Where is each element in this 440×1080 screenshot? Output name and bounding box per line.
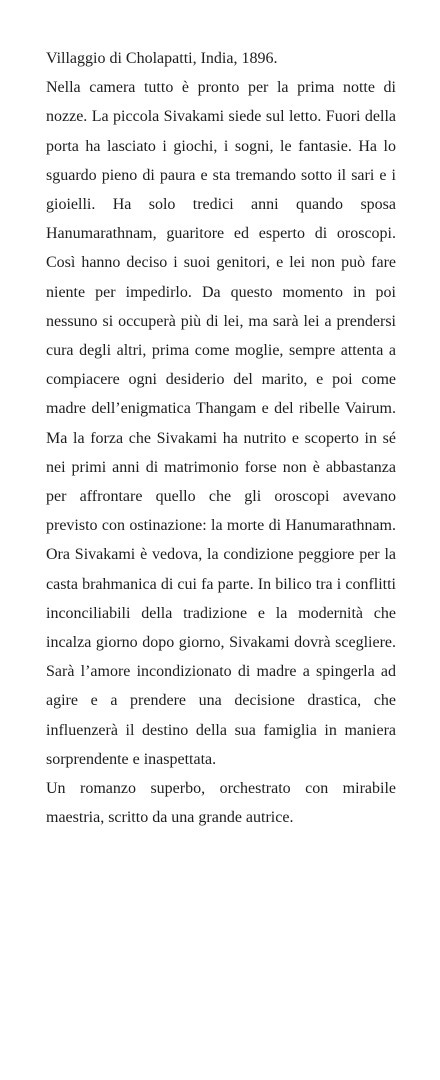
synopsis-paragraph: Nella camera tutto è pronto per la prima notte di nozze. La piccola Sivakami siede sul letto. Fuori della porta ha lasciato i giochi, i sogni, le fantasie. Ha lo sguardo pieno di paura e sta tremando sotto il sari e i gioielli. Ha solo tredici anni quando sposa Hanumarathnam, guaritore ed esperto di oroscopi. Così hanno deciso i suoi genitori, e lei non può fare niente per impedirlo. Da questo momento in poi nessuno si occuperà più di lei, ma sarà lei a prendersi cura degli altri, prima come moglie, sempre attenta a compiacere ogni desiderio del marito, e poi come madre dell’enigmatica Thangam e del ribelle Vairum. Ma la forza che Sivakami ha nutrito e scoperto in sé nei primi anni di matrimonio forse non è abbastanza per affrontare quello che gli oroscopi avevano previsto con ostinazione: la morte di Hanumarathnam. Ora Sivakami è vedova, la condizione peggiore per la casta brahmanica di cui fa parte. In bilico tra i conflitti inconciliabili della tradizione e la modernità che incalza giorno dopo giorno, Sivakami dovrà scegliere. Sarà l’amore incondizionato di madre a spingerla ad agire e a prendere una decisione drastica, che influenzerà il destino della sua famiglia in maniera sorprendente e inaspettata. <box>46 79 396 768</box>
dateline: Villaggio di Cholapatti, India, 1896. <box>46 50 278 67</box>
closing-paragraph: Un romanzo superbo, orchestrato con mirabile maestria, scritto da una grande autrice. <box>46 780 396 827</box>
